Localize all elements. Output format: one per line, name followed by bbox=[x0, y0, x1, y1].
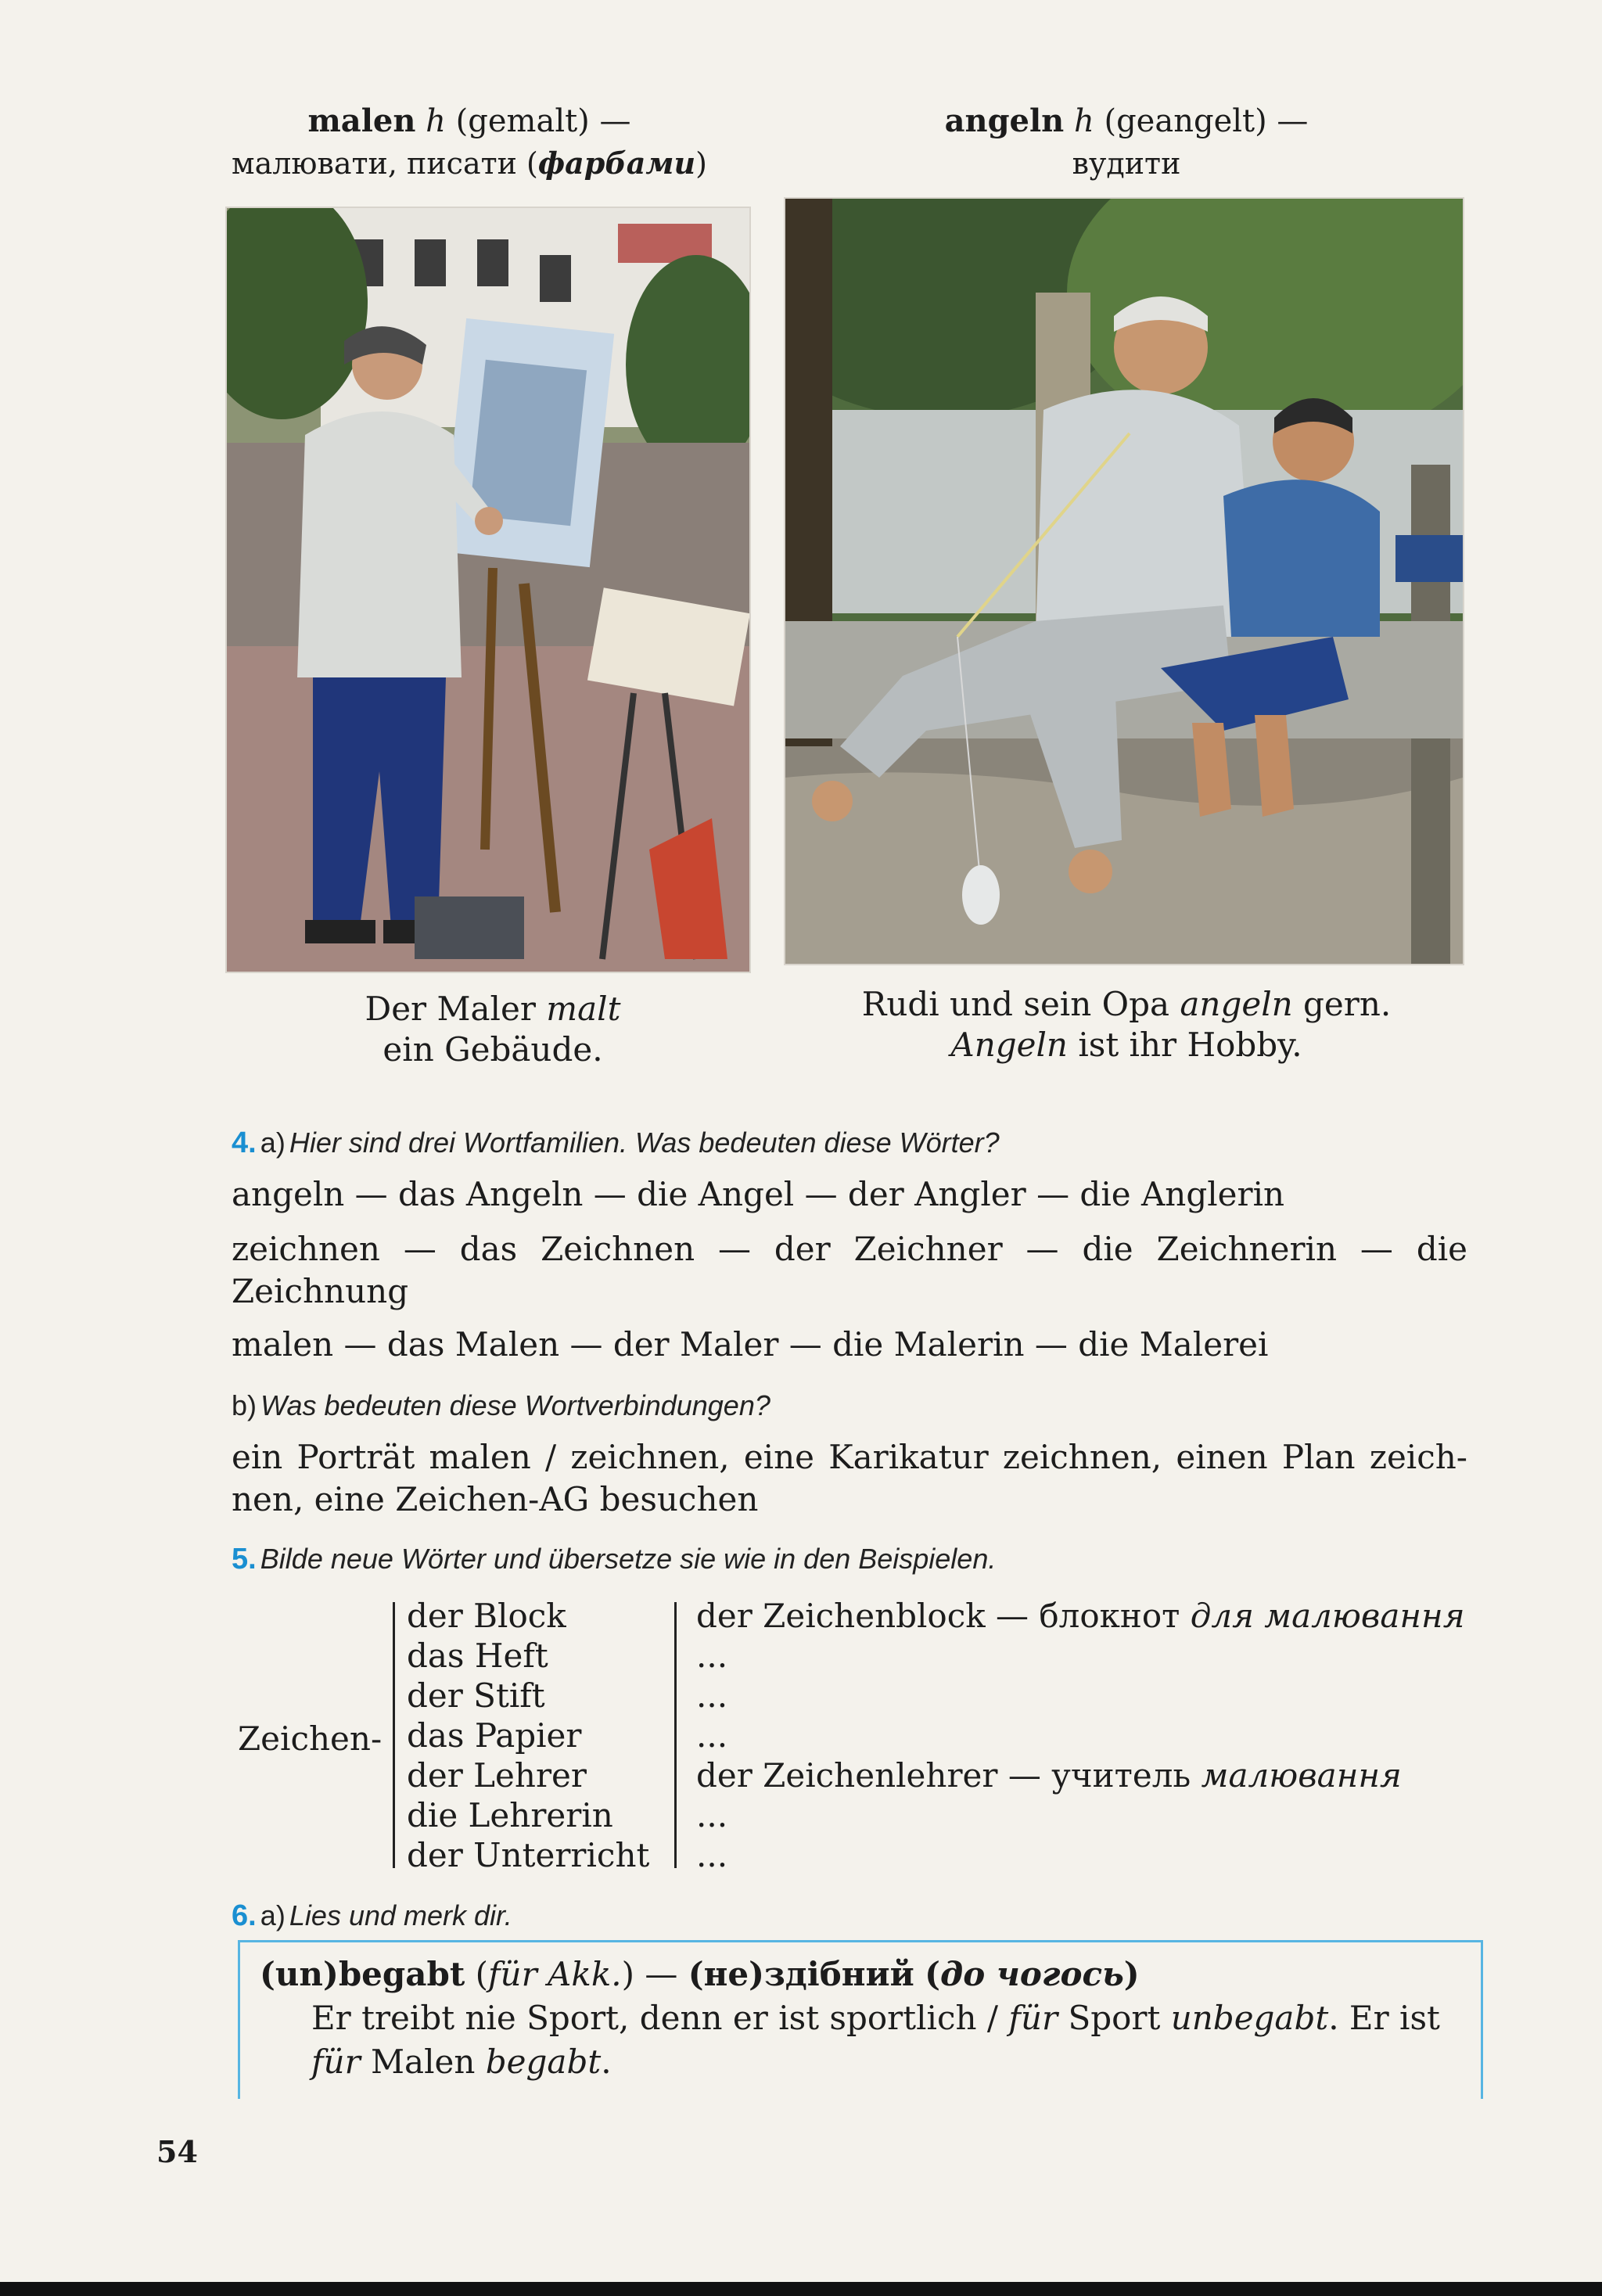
word-prefix: Zeichen- bbox=[238, 1719, 383, 1758]
example-italic: für bbox=[311, 2043, 361, 2081]
rule-heading bbox=[260, 1953, 1140, 1996]
caption-noun: Angeln bbox=[950, 1026, 1068, 1064]
caption-text: gern. bbox=[1303, 985, 1392, 1023]
compound-de: der Zeichenlehrer — учитель bbox=[696, 1756, 1191, 1795]
example-italic: für bbox=[1008, 1999, 1058, 2037]
example-italic: unbegabt bbox=[1170, 1999, 1329, 2037]
rule-translation: (не)здібний bbox=[688, 1955, 914, 1993]
compound-uk: для малювання bbox=[1190, 1597, 1465, 1635]
compound-row bbox=[696, 1716, 1465, 1755]
task-label: a) bbox=[260, 1899, 286, 1931]
exercise-5-task bbox=[232, 1540, 1467, 1584]
caption-text: ist ihr Hobby. bbox=[1078, 1026, 1302, 1064]
translation-italic: фарбами bbox=[537, 146, 696, 181]
participle: (gemalt) — bbox=[455, 103, 631, 139]
caption-verb: angeln bbox=[1180, 985, 1293, 1023]
word-family-zeichnen: zeichnen — das Zeichnen — der Zeichner — die Zeichnerin — die bbox=[232, 1230, 1467, 1268]
compound-de: der Zeichenblock — блокнот bbox=[696, 1597, 1180, 1635]
example-text: . Er ist bbox=[1328, 1999, 1440, 2037]
photo-fishing bbox=[784, 197, 1464, 965]
compound-de: ... bbox=[696, 1796, 728, 1834]
example-text: Malen bbox=[371, 2043, 476, 2081]
caption-text: Rudi und sein Opa bbox=[861, 985, 1169, 1023]
compound-words-list bbox=[696, 1596, 1465, 1875]
base-word: der Stift bbox=[407, 1676, 545, 1715]
translation: вудити bbox=[1072, 146, 1181, 181]
base-word: der Block bbox=[407, 1597, 566, 1635]
compound-row bbox=[696, 1755, 1465, 1795]
task-text: Was bedeuten diese Wortverbindungen? bbox=[260, 1389, 770, 1421]
page-number: 54 bbox=[156, 2134, 198, 2169]
task-label: a) bbox=[260, 1126, 286, 1159]
rule-prep: für Akk. bbox=[488, 1955, 622, 1993]
base-words-list bbox=[407, 1596, 649, 1875]
photo-painter bbox=[225, 207, 751, 973]
compound-uk: малювання bbox=[1201, 1756, 1402, 1795]
compound-de: ... bbox=[696, 1716, 728, 1755]
base-word: der Lehrer bbox=[407, 1756, 587, 1795]
word-family-angeln: angeln — das Angeln — die Angel — der Angler — die Anglerin bbox=[232, 1175, 1285, 1213]
base-word: der Unterricht bbox=[407, 1836, 650, 1874]
exercise-number: 5. bbox=[232, 1543, 257, 1576]
caption-verb: malt bbox=[546, 990, 621, 1028]
translation: малювати, писати ( bbox=[232, 146, 538, 181]
word-combinations: ein Porträt malen / zeichnen, eine Karikatur zeichnen, einen Plan zeich- bbox=[232, 1438, 1467, 1476]
rule-translation-note: до чогось bbox=[940, 1955, 1124, 1993]
rule-paren: ) — bbox=[621, 1955, 678, 1993]
exercise-number: 6. bbox=[232, 1899, 257, 1932]
task-text: Hier sind drei Wortfamilien. Was bedeuten diese Wörter? bbox=[289, 1126, 1000, 1159]
task-text: Lies und merk dir. bbox=[289, 1899, 512, 1931]
caption-text: ein Gebäude. bbox=[383, 1030, 603, 1069]
compound-row bbox=[696, 1795, 1465, 1835]
table-divider bbox=[393, 1602, 395, 1868]
exercise-4-task-b bbox=[232, 1386, 1467, 1431]
example-text: . bbox=[601, 2043, 612, 2081]
rule-paren: ( bbox=[475, 1955, 489, 1993]
word-family-malen: malen — das Malen — der Maler — die Malerin — die Malerei bbox=[232, 1325, 1269, 1364]
example-text: Er treibt nie Sport, denn er ist sportlich / bbox=[311, 1999, 999, 2037]
base-word: die Lehrerin bbox=[407, 1796, 613, 1834]
aux-marker: h bbox=[1073, 103, 1094, 139]
compound-de: ... bbox=[696, 1676, 728, 1715]
compound-de: ... bbox=[696, 1637, 728, 1675]
word-family-zeichnen-cont: Zeichnung bbox=[232, 1272, 409, 1310]
caption-fishing bbox=[790, 984, 1463, 1065]
headword-malen: malen bbox=[307, 102, 416, 139]
base-word: das Papier bbox=[407, 1716, 582, 1755]
rule-paren: ( bbox=[925, 1955, 940, 1993]
aux-marker: h bbox=[426, 103, 446, 139]
table-divider bbox=[674, 1602, 677, 1868]
rule-paren: ) bbox=[1123, 1955, 1140, 1993]
compound-de: ... bbox=[696, 1836, 728, 1874]
rule-word: (un)begabt bbox=[260, 1955, 465, 1993]
headword-angeln: angeln bbox=[944, 102, 1065, 139]
compound-row bbox=[696, 1835, 1465, 1875]
example-italic: begabt bbox=[485, 2043, 602, 2081]
task-label: b) bbox=[232, 1389, 257, 1421]
exercise-4-task-a bbox=[232, 1123, 1467, 1168]
task-text: Bilde neue Wörter und übersetze sie wie in den Beispielen. bbox=[260, 1543, 997, 1575]
word-combinations-cont: nen, eine Zeichen-AG besuchen bbox=[232, 1480, 759, 1518]
compound-row bbox=[696, 1596, 1465, 1636]
example-text: Sport bbox=[1068, 1999, 1161, 2037]
heading-angeln bbox=[806, 100, 1447, 185]
exercise-number: 4. bbox=[232, 1126, 257, 1159]
rule-example bbox=[311, 1996, 1461, 2084]
heading-malen bbox=[172, 100, 767, 185]
scan-edge bbox=[0, 2282, 1602, 2296]
exercise-6-task bbox=[232, 1896, 1467, 1941]
translation-close: ) bbox=[695, 146, 707, 181]
compound-row bbox=[696, 1676, 1465, 1716]
caption-painter bbox=[235, 989, 751, 1070]
caption-text: Der Maler bbox=[365, 990, 536, 1028]
base-word: das Heft bbox=[407, 1637, 548, 1675]
participle: (geangelt) — bbox=[1104, 103, 1309, 139]
compound-row bbox=[696, 1636, 1465, 1676]
